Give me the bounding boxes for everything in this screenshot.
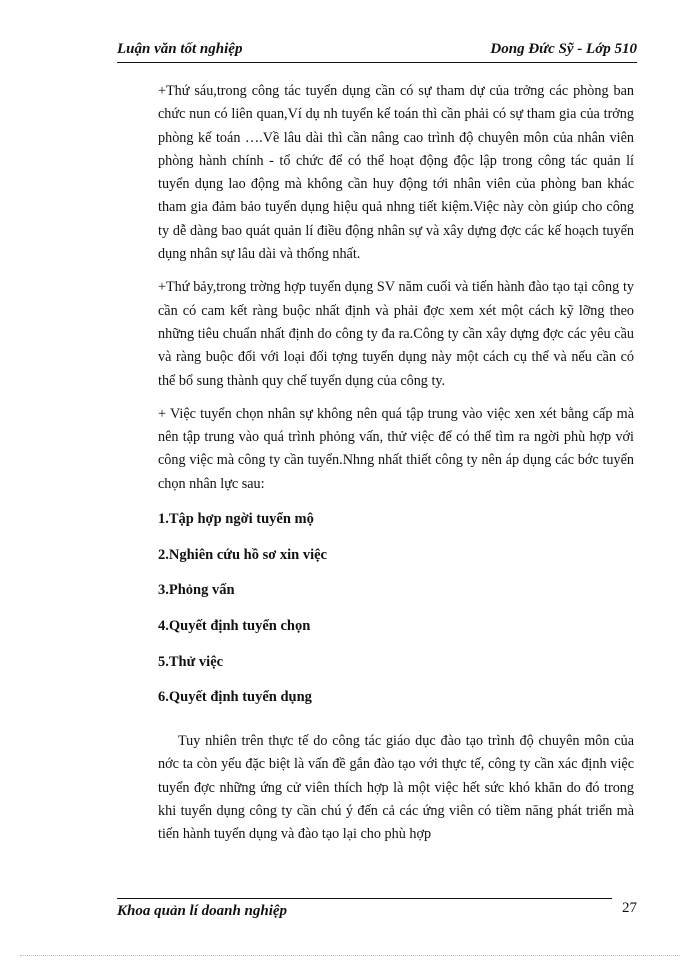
footer-rule: [117, 898, 612, 899]
header-thesis-title: Luận văn tốt nghiệp: [117, 41, 243, 57]
paragraph-seventh-point: +Thứ bảy,trong trờng hợp tuyển dụng SV năm cuối và tiến hành đào tạo tại công ty cần có cam kết ràng buộc nhất định và phải đợc xem xét một cách kỹ lỡng theo những tiêu chuẩn nhất định do công ty đa ra.Công ty cần xây dựng đợc các yêu cầu và ràng buộc đối với loại đối tợng tuyển dụng này một cách cụ thể và nếu cần có thể bổ sung thành quy chế tuyển dụng của công ty.: [158, 279, 634, 389]
footer-faculty: Khoa quản lí doanh nghiệp: [117, 903, 288, 919]
page-body: [158, 80, 634, 847]
page-edge-divider: [20, 955, 680, 956]
page-number: 27: [622, 900, 637, 916]
selection-steps-list: [158, 508, 634, 722]
header-author-class: Dong Đức Sỹ - Lớp 510: [490, 41, 637, 57]
paragraph-sixth-point: +Thứ sáu,trong công tác tuyển dụng cần có sự tham dự của trởng các phòng ban chức nun có liên quan,Ví dụ nh tuyển kế toán thì cần phải có sự tham gia của trởng phòng kế toán ….Về lâu dài thì cần nâng cao trình độ chuyên môn của nhân viên phòng hành chính - tổ chức để có thể hoạt động độc lập trong công tác quản lí tuyển dụng lao động mà không cần huy động tới nhân viên của phòng ban khác tham gia đảm bảo tuyển dụng hiệu quả nhng tiết kiệm.Việc này còn giúp cho công ty dễ dàng bao quát quản lí điều động nhân sự và xây dựng đợc các kế hoạch tuyển dụng nhân sự lâu dài và thống nhất.: [158, 83, 634, 263]
paragraph-selection-note: + Việc tuyển chọn nhân sự không nên quá tập trung vào việc xen xét bằng cấp mà nên tập trung vào quá trình phỏng vấn, thử việc để có thể tìm ra ngời phù hợp với công việc mà công ty cần tuyển.Nhng nhất thiết công ty nên áp dụng các bớc tuyển chọn nhân lực sau:: [158, 405, 634, 492]
page-header: [117, 39, 637, 61]
page-footer: [117, 898, 637, 922]
header-rule: [117, 62, 637, 63]
step-item: 6.Quyết định tuyển dụng: [158, 689, 312, 706]
step-item: 5.Thử việc: [158, 653, 224, 670]
step-item: 4.Quyết định tuyển chọn: [158, 618, 311, 635]
step-item: 3.Phỏng vấn: [158, 582, 235, 599]
step-item: 2.Nghiên cứu hồ sơ xin việc: [158, 546, 327, 563]
step-item: 1.Tập hợp ngời tuyển mộ: [158, 511, 314, 528]
paragraph-closing: Tuy nhiên trên thực tế do công tác giáo dục đào tạo trình độ chuyên môn của nớc ta còn yếu đặc biệt là vấn đề gắn đào tạo với thực tế, công ty cần xác định việc tuyển đợc những ứng cử viên thích hợp là một việc hết sức khó khăn do đó trong khi tuyển dụng công ty cần chú ý đến cả các ứng viên có tiềm năng phát triển mà tiến hành tuyển dụng và đào tạo lại cho phù hợp: [158, 733, 634, 843]
